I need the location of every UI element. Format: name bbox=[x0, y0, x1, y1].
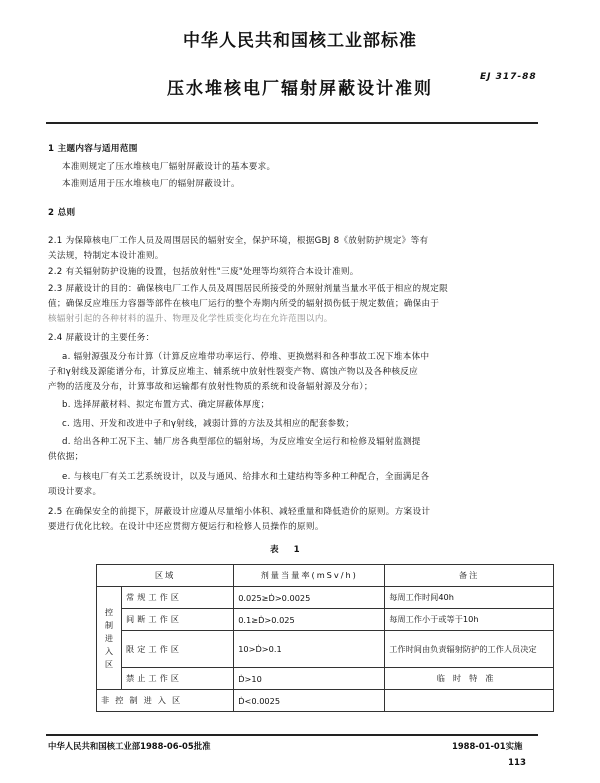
table1-header-zone: 区域 bbox=[97, 565, 234, 587]
p24e-line-2: 项设计要求。 bbox=[48, 487, 102, 497]
standard-code: EJ 317-88 bbox=[480, 72, 537, 82]
section1-heading: 1 主题内容与适用范围 bbox=[48, 144, 138, 154]
table1-zone-1: 常规工作区 bbox=[122, 587, 234, 609]
table1-note-3: 工作时间由负责辐射防护的工作人员决定 bbox=[385, 631, 554, 668]
table-row bbox=[97, 631, 554, 668]
section1-line-2: 本准则适用于压水堆核电厂的辐射屏蔽设计。 bbox=[62, 179, 240, 189]
table1-note-4: 临时特准 bbox=[385, 668, 554, 690]
p23-line-3: 核辐射引起的各种材料的温升、物理及化学性质变化均在允许范围以内。 bbox=[48, 314, 333, 324]
table1-header-note: 备注 bbox=[385, 565, 554, 587]
p22: 2.2 有关辐射防护设施的设置，包括放射性"三废"处理等均须符合本设计准则。 bbox=[48, 267, 359, 277]
table1-header-rate: 剂量当量率(mSv/h) bbox=[234, 565, 385, 587]
table-row bbox=[97, 587, 554, 609]
p24e-line-1: e. 与核电厂有关工艺系统设计，以及与通风、给排水和土建结构等多种工种配合，全面满足各 bbox=[62, 472, 430, 482]
p24a-line-3: 产物的活度及分布，计算事故和运输都有放射性物质的系统和设备辐射源及分布）； bbox=[48, 382, 373, 392]
table-row bbox=[97, 690, 554, 712]
table-row bbox=[97, 668, 554, 690]
table1 bbox=[96, 564, 554, 712]
table1-group-label bbox=[97, 587, 122, 690]
table-row bbox=[97, 609, 554, 631]
table1-zone-5: 非控制进入区 bbox=[97, 690, 234, 712]
section1-line-1: 本准则规定了压水堆核电厂辐射屏蔽设计的基本要求。 bbox=[62, 162, 276, 172]
org-standard-heading: 中华人民共和国核工业部标准 bbox=[183, 31, 417, 51]
table1-note-5 bbox=[385, 690, 554, 712]
p24b: b. 选择屏蔽材料、拟定布置方式、确定屏蔽体厚度； bbox=[62, 400, 270, 410]
footer-rule bbox=[46, 734, 538, 736]
p23-line-1: 2.3 屏蔽设计的目的：确保核电厂工作人员及周围居民所接受的外照射剂量当量水平低于相应的规定限 bbox=[48, 284, 449, 294]
p24d-line-2: 供依据； bbox=[48, 452, 84, 462]
table1-note-2: 每周工作小于或等于10h bbox=[385, 609, 554, 631]
table1-zone-3: 限定工作区 bbox=[122, 631, 234, 668]
table1-header-row bbox=[97, 565, 554, 587]
p24d-line-1: d. 给出各种工况下主、辅厂房各典型部位的辐射场，为反应堆安全运行和检修及辐射监测提 bbox=[62, 437, 421, 447]
p25-line-2: 要进行优化比较。在设计中还应贯彻方便运行和检修人员操作的原则。 bbox=[48, 522, 324, 532]
p25-line-1: 2.5 在确保安全的前提下，屏蔽设计应遵从尽量缩小体积、减轻重量和降低造价的原则。方案设计 bbox=[48, 507, 431, 517]
p24c: c. 选用、开发和改进中子和γ射线，减弱计算的方法及其相应的配套参数； bbox=[62, 419, 355, 429]
table1-caption: 表 1 bbox=[270, 545, 306, 555]
table1-zone-2: 间断工作区 bbox=[122, 609, 234, 631]
p23-line-2: 值；确保反应堆压力容器等部件在核电厂运行的整个寿期内所受的辐射损伤低于规定数值；确保由于 bbox=[48, 299, 440, 309]
table1-note-1: 每周工作时间40h bbox=[385, 587, 554, 609]
table1-rate-5: Ḋ<0.0025 bbox=[234, 690, 385, 712]
document-title: 压水堆核电厂辐射屏蔽设计准则 bbox=[167, 79, 433, 99]
page-number: 113 bbox=[508, 758, 526, 768]
p21-line-2: 关法规，特制定本设计准则。 bbox=[48, 251, 164, 261]
effective-date: 1988-01-01实施 bbox=[452, 741, 523, 751]
header-rule bbox=[46, 122, 538, 124]
table1-rate-2: 0.1≥Ḋ>0.025 bbox=[234, 609, 385, 631]
table1-zone-4: 禁止工作区 bbox=[122, 668, 234, 690]
table1-rate-4: Ḋ>10 bbox=[234, 668, 385, 690]
p24a-line-1: a. 辐射源强及分布计算（计算反应堆带功率运行、停堆、更换燃料和各种事故工况下堆本体中 bbox=[62, 352, 430, 362]
section2-heading: 2 总则 bbox=[48, 208, 76, 218]
p24a-line-2: 子和γ射线及源能谱分布，计算反应堆主、辅系统中放射性裂变产物、腐蚀产物以及各种核反应 bbox=[48, 367, 419, 377]
p21-line-1: 2.1 为保障核电厂工作人员及周围居民的辐射安全，保护环境，根据GBJ 8《放射防护规定》等有 bbox=[48, 236, 429, 246]
table1-group-label-text: 控制进入区 bbox=[104, 606, 114, 669]
table1-rate-1: 0.025≥Ḋ>0.0025 bbox=[234, 587, 385, 609]
approval-date: 中华人民共和国核工业部1988-06-05批准 bbox=[48, 741, 211, 751]
p24-heading: 2.4 屏蔽设计的主要任务： bbox=[48, 333, 155, 343]
table1-rate-3: 10>Ḋ>0.1 bbox=[234, 631, 385, 668]
